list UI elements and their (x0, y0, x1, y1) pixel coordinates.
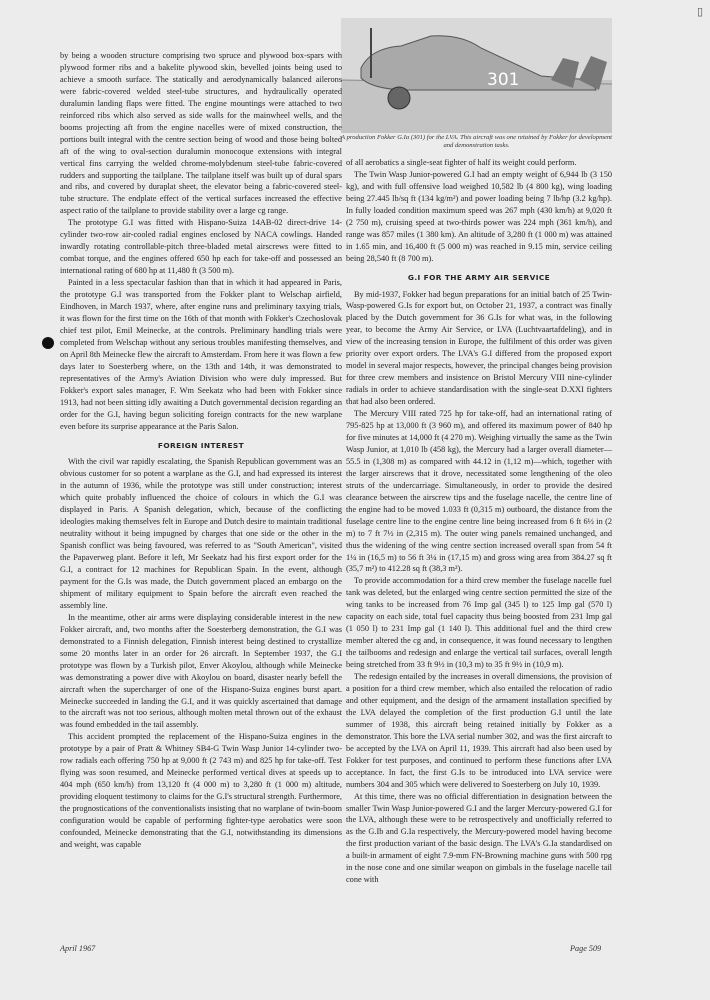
paragraph: With the civil war rapidly escalating, the Spanish Republican government was an obvious customer for so potent a warplane as the G.I, and had expressed its interest in the autumn of 1936, while the prototype was still under construction; interest which quite probably influenced the choice of colours in which the G.I was displayed in Paris. A Spanish delegation, which, because of the conflicting ideologies making themselves felt in Europe and Dutch desire to maintain traditional neutrality without it being impugned by charges that one side or the other in the Spanish conflict was being favoured, was referred to as "South American", visited the Papaverweg plant. Before it left, Mr Seekatz had his first export order for the G.I, a contract for 12 machines for Republican Spain. In the event, although payment for the G.Is was made, the Dutch government placed an embargo on the shipment of military equipment to Spain before the aircraft even reached the assembly line. (60, 457, 342, 610)
paragraph: Painted in a less spectacular fashion than that in which it had appeared in Paris, the prototype G.I was transported from the Fokker plant to Welschap airfield, Eindhoven, in March 1937, where, after engine runs and preliminary taxying trials, it was flown for the first time on the 16th of that month with Fokker's Czechoslovak chief test pilot, Emil Meinecke, at the controls. Preliminary handling trials were completed from Welschap without any serious troubles manifesting themselves, and on April 8th Meinecke flew the aircraft to Amsterdam. From here it was flown a few days later to Soesterberg where, on the 13th and 14th, it was demonstrated to representatives of the Army's Aviation Division who were duly impressed. But Fokker's export sales manager, F. Wm Seekatz who had been with Fokker since 1913, had not been sitting idly awaiting a Dutch governmental decision regarding an order for the G.I, having begun soliciting foreign contracts for the new warplane even before its surprise appearance at the Paris Salon. (60, 278, 342, 431)
paragraph: In the meantime, other air arms were displaying considerable interest in the new Fokker aircraft, and, two months after the Soesterberg demonstration, the G.I was demonstrated to a Finnish delegation, Finnish interest being destined to crystallize some 20 months later in an order for 26 aircraft. In September 1937, the G.I prototype was flown by a Turkish pilot, Enver Akoylou, although while Meinecke was demonstrating a power dive with Akoylou on board, disaster nearly befell the aircraft when the supercharger of one of the Hispano-Suiza engines burst apart. Meinecke succeeded in landing the G.I, and it was quickly ascertained that damage to the aircraft was not too serious, although molten metal thrown out of the exhaust was found embedded in the tail assembly. (60, 612, 342, 730)
paragraph: To provide accommodation for a third crew member the fuselage nacelle fuel tank was deleted, but the enlarged wing centre section permitted the size of the wing tanks to be increased from 76 Imp gal (345 l) to 125 Imp gal (570 l) capacity on each side, total fuel capacity thus being boosted from 231 Imp gal (1 050 l) to 231 Imp gal (1 140 l). This additional fuel and the third crew member altered the cg and, in consequence, it was found necessary to lengthen the tailbooms and redesign and enlarge the vertical tail surfaces, overall length being stretched from 33 ft 9½ in (10,3 m) to 35 ft 9½ in (10,9 m). (346, 576, 612, 670)
page-corner-mark-icon: ▯ (697, 6, 704, 18)
photo-caption: A production Fokker G.Ia (301) for the LVA. This aircraft was one retained by Fokker for development and demonstration tasks. (341, 134, 612, 149)
footer-date: April 1967 (60, 944, 96, 953)
paragraph: The redesign entailed by the increases in overall dimensions, the provision of a position for a third crew member, which also entailed the relocation of radio and other equipment, and the design of the armament installation specified by the LVA delayed the completion of the first production G.I until the late summer of 1938, this aircraft being retained initially by Fokker as a demonstrator. This bore the LVA serial number 302, and was the first aircraft to be accepted by the LVA on April 11, 1939. This aircraft had also been used by Fokker for test purposes, and continued to perform these functions after LVA acceptance. In fact, the first G.Is to be introduced into LVA service were numbers 304 and 305 which were delivered to Soesterberg on July 10, 1939. (346, 672, 612, 789)
paragraph: The prototype G.I was fitted with Hispano-Suiza 14AB-02 direct-drive 14-cylinder two-row air-cooled radial engines enclosed by NACA cowlings. Handed inwardly rotating controllable-pitch three-bladed metal airscrews were fitted to combat torque, and the engines offered 650 hp each for take-off and possessed an international rating of 680 hp at 11,480 ft (3 500 m). (60, 218, 342, 276)
paragraph: The Mercury VIII rated 725 hp for take-off, had an international rating of 795-825 hp at 13,000 ft (3 960 m), and offered its maximum power of 840 hp for five minutes at 14,000 ft (4 270 m). Weighing virtually the same as the Twin Wasp Junior, at 1,010 lb (458 kg), the Mercury had a larger overall diameter—55.5 in (1,308 m) as compared with 44.12 in (1,12 m)—which, together with the larger airscrews that it drove, necessitated some lengthening of the oleo struts of the undercarriage. Simultaneously, in order to provide the desired clearance between the airscrew tips and the fuselage nacelle, the centre line of the engine had to be moved 1.033 ft (0,315 m) outboard, the distance from the fuselage centre line to the engine centre line being increased from 6 ft 6½ in (2 m) to 7 ft 7½ in (2,315 m). The outer wing panels remained unchanged, and thus the widening of the wing centre section increased overall span from 54 ft 1¼ in (16,5 m) to 56 ft 3¼ in (17,15 m) and gross wing area from 384.27 sq ft (35,7 m²) to 412.28 sq ft (38,3 m²). (346, 409, 612, 574)
section-heading: FOREIGN INTEREST (157, 440, 245, 450)
paragraph: At this time, there was no official differentiation in designation between the smaller Twin Wasp Junior-powered G.I and the larger Mercury-powered G.I for the LVA, although these were to be retrospectively and unofficially referred to as the G.Ib and G.Ia respectively, the Mercury-powered model having become the first production variant of the basic design. The LVA's G.Ia standardised on a built-in armament of eight 7.9-mm FN-Browning machine guns with 500 rpg in the nose cone and one similar weapon on gimbals in the fuselage nacelle tail cone with (346, 791, 612, 885)
paragraph: of all aerobatics a single-seat fighter of half its weight could perform. (346, 158, 577, 167)
fokker-g1-illustration (341, 18, 612, 133)
punch-hole-mark (42, 337, 54, 349)
aircraft-serial: 301 (487, 70, 520, 90)
paragraph: This accident prompted the replacement of the Hispano-Suiza engines in the prototype by a pair of Pratt & Whitney SB4-G Twin Wasp Junior 14-cylinder two-row radials each offering 750 hp at 9,000 ft (2 743 m) and 825 hp for take-off. Test flying was soon resumed, and Meinecke performed vertical dives at speeds up to 404 mph (650 km/h) from 13,120 ft (4 000 m) to 3,280 ft (1 000 m) altitude, providing eloquent testimony to claims for the G.I's structural strength. Furthermore, the prognostications of the conventionalists insisting that no warplane of twin-boom configuration would be capable of performing fighter-type aerobatics were soon confounded, Meinecke demonstrating that the G.I, notwithstanding its dimensions and weight, was capable (60, 732, 342, 849)
footer-page-number: Page 509 (570, 944, 602, 953)
aircraft-photo (341, 18, 612, 133)
paragraph: by being a wooden structure comprising two spruce and plywood box-spars with plywood former ribs and a bakelite plywood skin, bevelled joints being used to achieve a smooth surface. The statically and aerodynamically balanced ailerons were fabric-covered welded steel-tube structures, and hydraulically operated duralumin landing flaps were fitted. The engine mountings were attached to two reinforced ribs which also served as side walls for the mainwheel wells, and the booms projecting aft from the engine nacelles were of mixed construction, the portions built integral with the centre section being of wood and those being bolted aft of the wing to oval-section duralumin monocoque extensions with integral vertical fins carrying the welded chrome-molybdenum steel-tube fabric-covered rudders and supporting the tailplane. The tailplane itself was built up of dural spars and ribs, and covered by duraplat sheet, the elevator being a fabric-covered steel-tube structure. The endplate effect of the vertical surfaces increased the effective aspect ratio of the tailplane to provide stability over a large cg range. (60, 51, 342, 216)
right-column (346, 157, 612, 886)
left-column (60, 50, 342, 851)
section-heading: G.I FOR THE ARMY AIR SERVICE (407, 272, 551, 282)
paragraph: By mid-1937, Fokker had begun preparations for an initial batch of 25 Twin-Wasp-powered G.Is for export but, on October 21, 1937, a contract was finally placed by the Dutch government for 36 G.Is for what was, in the following year, to become the Army Air Service, or LVA (Luchtvaartafdeling), and in view of the increasing tension in Europe, the fulfilment of this order was given priority over export orders. The LVA's G.I differed from the proposed export model in several major respects, however, the principal changes being provision for three crew members and insistence on Bristol Mercury VIII nine-cylinder radials in order to achieve standardisation with the single-seat D.XXI fighters that had also been ordered. (346, 289, 613, 407)
paragraph: The Twin Wasp Junior-powered G.I had an empty weight of 6,944 lb (3 150 kg), and with full offensive load weighed 10,582 lb (4 800 kg), wing loading being 27.445 lb/sq ft (134 kg/m²) and power loading being 7 lb/hp (3.2 kg/hp). In fully loaded condition maximum speed was 267 mph (430 km/h) at 9,020 ft (2 750 m), cruising speed at two-thirds power was 224 mph (361 km/h), and range was 857 miles (1 380 km). An altitude of 3,280 ft (1 000 m) was attained in 1.65 min, and 16,400 ft (5 000 m) was reached in 9.15 min, service ceiling being 28,540 ft (8 700 m). (346, 169, 612, 263)
